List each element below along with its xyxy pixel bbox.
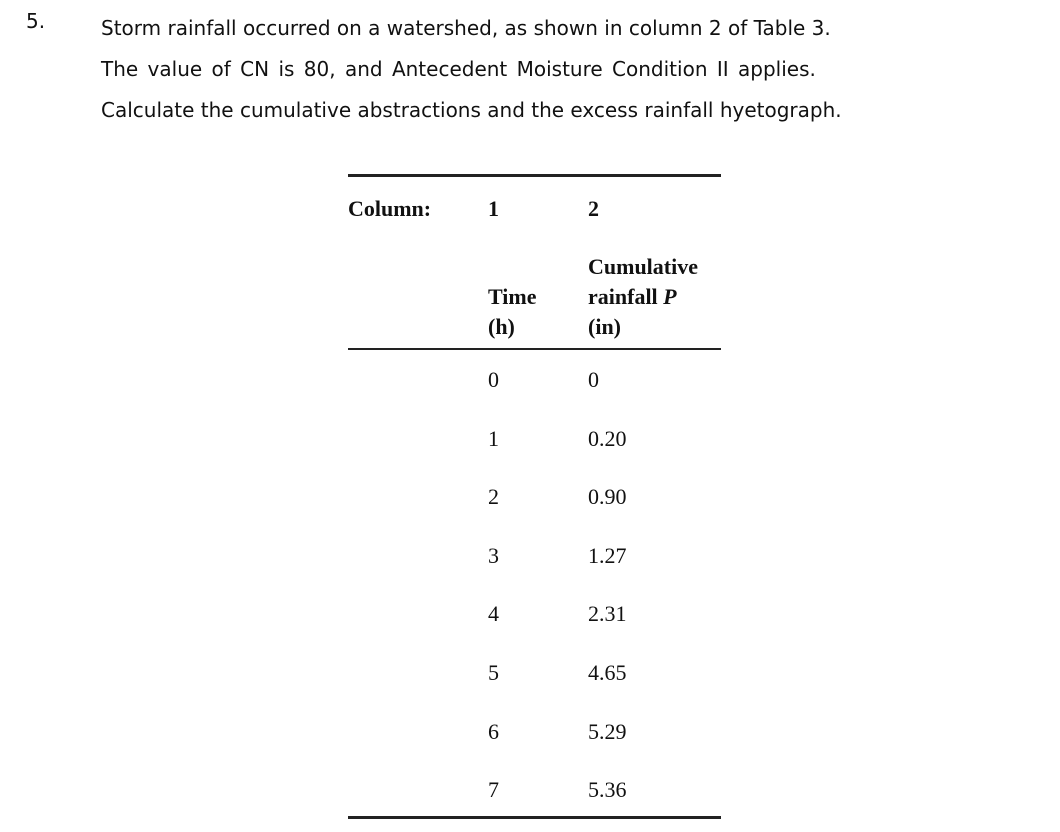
time-header-label: Time <box>488 284 537 309</box>
table-cell-rainfall: 0.20 <box>588 426 627 451</box>
column-number-1: 1 <box>488 196 499 221</box>
column-number-2: 2 <box>588 196 599 221</box>
problem-statement <box>101 8 981 131</box>
time-header-unit: (h) <box>488 314 515 339</box>
table-cell-time: 4 <box>488 601 499 626</box>
rainfall-header <box>588 252 698 342</box>
table-header-rule <box>348 348 721 350</box>
table-cell-rainfall: 0 <box>588 367 599 392</box>
table-bottom-rule <box>348 816 721 819</box>
rainfall-header-symbol: P <box>663 284 677 309</box>
problem-number: 5. <box>26 9 46 33</box>
table-cell-rainfall: 5.29 <box>588 719 627 744</box>
table-cell-time: 5 <box>488 660 499 685</box>
table-top-rule <box>348 174 721 177</box>
table-cell-rainfall: 4.65 <box>588 660 627 685</box>
problem-line-1: Storm rainfall occurred on a watershed, as shown in column 2 of Table 3. <box>101 16 831 40</box>
rainfall-header-line1: Cumulative <box>588 254 698 279</box>
rainfall-header-word: rainfall <box>588 284 658 309</box>
table-cell-rainfall: 0.90 <box>588 484 627 509</box>
problem-line-2: The value of CN is 80, and Antecedent Moisture Condition II applies. <box>101 57 816 81</box>
table-cell-time: 7 <box>488 777 499 802</box>
problem-line-3: Calculate the cumulative abstractions and the excess rainfall hyetograph. <box>101 98 842 122</box>
time-header <box>488 282 536 342</box>
table-cell-time: 0 <box>488 367 499 392</box>
table-cell-rainfall: 5.36 <box>588 777 627 802</box>
table-cell-time: 6 <box>488 719 499 744</box>
table-cell-time: 2 <box>488 484 499 509</box>
column-label: Column: <box>348 196 432 221</box>
table-cell-rainfall: 2.31 <box>588 601 627 626</box>
rainfall-header-line2 <box>588 282 698 312</box>
rainfall-header-unit: (in) <box>588 314 621 339</box>
table-cell-time: 1 <box>488 426 499 451</box>
table-cell-rainfall: 1.27 <box>588 543 627 568</box>
table-cell-time: 3 <box>488 543 499 568</box>
